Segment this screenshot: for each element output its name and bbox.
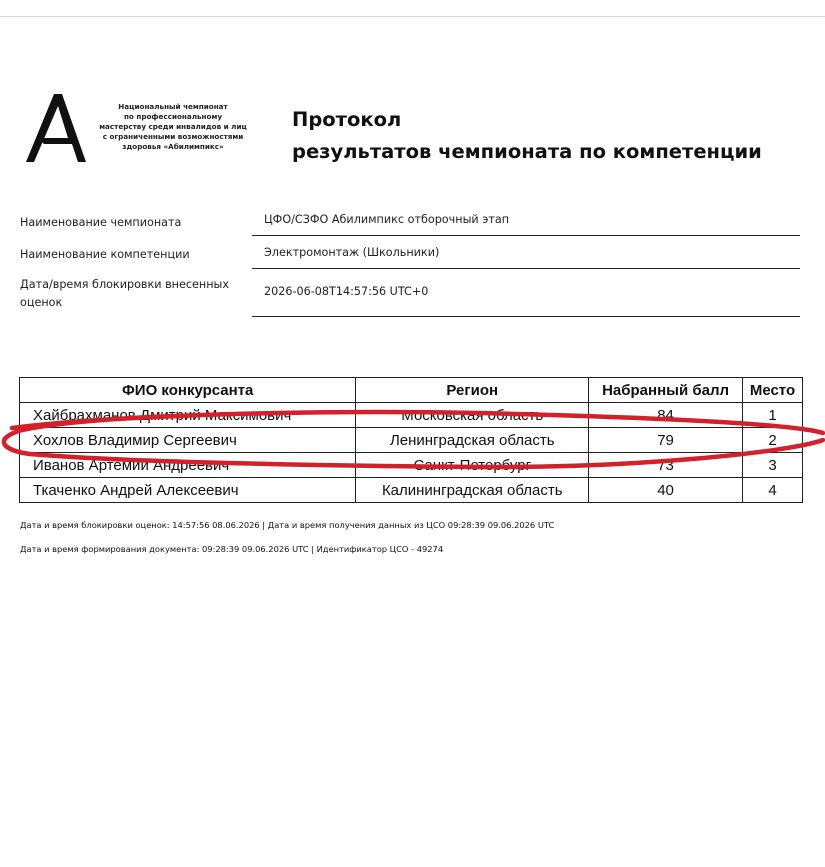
lock-time-label-line-2: оценок — [20, 296, 63, 309]
participant-region: Санкт-Петербург — [356, 453, 589, 478]
championship-row — [20, 205, 802, 237]
table-header-row — [20, 378, 803, 403]
table-row — [20, 478, 803, 503]
participant-place: 4 — [742, 478, 802, 503]
lock-time-value: 2026-06-08T14:57:56 UTC+0 — [252, 285, 800, 317]
participant-region: Ленинградская область — [356, 428, 589, 453]
participant-place: 1 — [742, 403, 802, 428]
participant-name: Хайбрахманов Дмитрий Максимович — [20, 403, 356, 428]
title-line-1: Протокол — [292, 108, 402, 131]
competence-row — [20, 237, 802, 271]
championship-details — [20, 205, 802, 321]
table-row — [20, 403, 803, 428]
column-header-place: Место — [742, 378, 802, 403]
column-header-score: Набранный балл — [589, 378, 743, 403]
abilympics-logo-icon — [22, 92, 92, 164]
participant-name: Хохлов Владимир Сергеевич — [20, 428, 356, 453]
column-header-name: ФИО конкурсанта — [20, 378, 356, 403]
table-row — [20, 453, 803, 478]
participant-region: Московская область — [356, 403, 589, 428]
lock-time-row — [20, 271, 802, 321]
participant-score: 84 — [589, 403, 743, 428]
logo-caption — [88, 102, 258, 152]
logo-line: Национальный чемпионат — [118, 102, 228, 111]
participant-score: 73 — [589, 453, 743, 478]
logo-line: по профессиональному — [123, 112, 223, 121]
lock-time-label-line-1: Дата/время блокировки внесенных — [20, 278, 229, 291]
participant-score: 79 — [589, 428, 743, 453]
table-row — [20, 428, 803, 453]
document-title — [292, 104, 762, 168]
logo-line: здоровья «Абилимпикс» — [122, 142, 224, 151]
competence-label: Наименование компетенции — [20, 248, 190, 261]
footer-lock-info: Дата и время блокировки оценок: 14:57:56 08.06.2026 | Дата и время получения данных из ЦСО 09:28:39 09.06.2026 UTC — [20, 520, 555, 530]
logo-line: мастерству среди инвалидов и лиц — [99, 122, 247, 131]
participant-place: 2 — [742, 428, 802, 453]
participant-region: Калининградская область — [356, 478, 589, 503]
championship-label: Наименование чемпионата — [20, 216, 182, 229]
participant-name: Иванов Артемий Андреевич — [20, 453, 356, 478]
results-table — [19, 377, 803, 503]
footer-document-info: Дата и время формирования документа: 09:28:39 09.06.2026 UTC | Идентификатор ЦСО - 49274 — [20, 544, 444, 554]
lock-time-label — [20, 271, 252, 321]
column-header-region: Регион — [356, 378, 589, 403]
participant-place: 3 — [742, 453, 802, 478]
competence-value: Электромонтаж (Школьники) — [252, 246, 800, 269]
participant-score: 40 — [589, 478, 743, 503]
title-line-2: результатов чемпионата по компетенции — [292, 140, 762, 163]
top-divider — [0, 16, 825, 17]
participant-name: Ткаченко Андрей Алексеевич — [20, 478, 356, 503]
logo-line: с ограниченными возможностями — [102, 132, 244, 141]
championship-value: ЦФО/СЗФО Абилимпикс отборочный этап — [252, 213, 800, 236]
